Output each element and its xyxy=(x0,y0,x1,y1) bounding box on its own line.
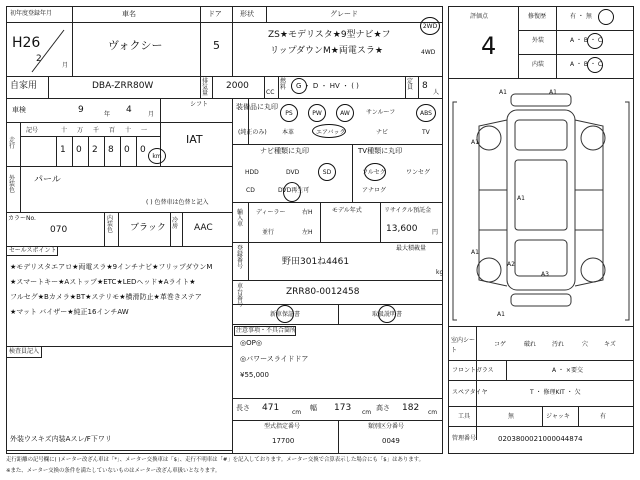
drive-4wd: 4WD xyxy=(421,49,436,56)
exterior-b-circle xyxy=(587,33,603,49)
door-value: 5 xyxy=(213,39,220,52)
mileage-place-label: 十 xyxy=(61,127,68,134)
inspector-note-label: 検査員記入 xyxy=(9,348,40,355)
interior-b-circle xyxy=(587,57,603,73)
mileage-place-label: 千 xyxy=(93,127,100,134)
navi-dvd: DVD xyxy=(286,169,300,176)
eq-ps-circle: PS xyxy=(280,104,298,122)
jack-label: ジャッキ xyxy=(546,413,570,420)
sales-point-line-2: ★スマートキー★Aストップ★ETC★LEDヘッド★Aライト★ xyxy=(10,278,196,286)
spare-tire-label: スペアタイヤ xyxy=(452,389,488,396)
max-load-label: 最大積載量 xyxy=(396,245,427,252)
management-label: 管理番号 xyxy=(452,435,477,442)
exterior-grades: A ・ B ・ C xyxy=(570,37,603,44)
equipment-label: 装備品に丸印 xyxy=(236,103,278,111)
recycle-unit: 円 xyxy=(432,229,439,236)
drive-2wd-circle: 2WD xyxy=(420,17,440,35)
navi-cd: CD xyxy=(246,187,255,194)
shift-value: IAT xyxy=(186,133,203,146)
eq-navi: ナビ xyxy=(376,129,389,136)
sheet-stain: 汚れ xyxy=(552,341,565,348)
navi-hdd: HDD xyxy=(245,169,259,176)
sheet-tear: 破れ xyxy=(524,341,537,348)
eq-sunroof: サンルーフ xyxy=(366,109,396,116)
mileage-digit: 8 xyxy=(108,145,114,155)
import-left: 左H xyxy=(302,229,313,236)
tools-label: 工具 xyxy=(458,413,471,420)
diagram-mark-1: A1 xyxy=(499,89,507,96)
chassis-value: ZRR80-0012458 xyxy=(286,287,360,297)
interior-sheet-label: 室内シート xyxy=(451,337,476,354)
recycle-label: リサイクル預託金 xyxy=(384,207,432,214)
mileage-digit: 0 xyxy=(124,145,130,155)
mileage-digit: 0 xyxy=(140,145,146,155)
diagram-mark-5: A1 xyxy=(471,249,479,256)
eq-tv: TV xyxy=(422,129,430,136)
grade-line-1: ZS★モデリスタ★9型ナビ★フ xyxy=(268,30,391,40)
manual-warranty: 新車保証書 xyxy=(270,311,301,318)
sales-point-line-3: フルセグ★Bカメラ★BT★ステリモ★横滑防止★革巻きステア xyxy=(10,293,202,301)
diagram-mark-4: A1 xyxy=(517,195,525,202)
eq-pw-circle: PW xyxy=(308,104,326,122)
tools-value: 無 xyxy=(508,413,515,420)
recycle-value: 13,600 xyxy=(386,224,418,234)
interior-color: ブラック xyxy=(130,223,166,233)
capacity-value: 8 xyxy=(422,81,428,91)
max-load-unit: kg xyxy=(436,269,444,276)
management-value: 0203800021000044874 xyxy=(498,435,583,443)
first-reg-year: H26 xyxy=(12,35,41,51)
sheet-hole: 穴 xyxy=(582,341,589,348)
tv-fullseg: フルセグ xyxy=(362,169,386,176)
ac-label: 冷房 xyxy=(172,217,179,230)
diagram-mark-2: A1 xyxy=(549,89,557,96)
notes-line-1: ◎OP◎ xyxy=(240,339,262,347)
height-value: 182 xyxy=(402,403,420,413)
mileage-digit: 0 xyxy=(76,145,82,155)
repair-label: 修復歴 xyxy=(528,13,547,20)
tv-analog: アナログ xyxy=(362,187,387,194)
diagram-mark-6: A2 xyxy=(507,261,515,268)
interior-grade-label: 内装 xyxy=(532,61,545,68)
inspection-year: 9 xyxy=(78,105,84,115)
displacement-value: 2000 xyxy=(226,81,249,91)
tv-label: TV種類に丸印 xyxy=(358,147,403,155)
mileage-place-label: 一 xyxy=(141,127,148,134)
tv-fullseg-circle xyxy=(364,163,386,181)
class-label: 類別区分番号 xyxy=(368,423,405,430)
import-parallel: 並行 xyxy=(262,229,275,236)
fuel-options: G ・ D ・ HV ・ ( ) xyxy=(296,82,359,90)
mileage-digits-label: 記号 xyxy=(26,127,39,134)
tv-oneseg: ワンセグ xyxy=(406,169,431,176)
front-glass-options: A ・ ×要交 xyxy=(552,367,583,374)
mileage-place-label: 十 xyxy=(125,127,132,134)
model-year-label: モデル年式 xyxy=(332,207,362,214)
length-value: 471 xyxy=(262,403,280,413)
eq-aw-circle: AW xyxy=(336,104,354,122)
mileage-label: 走行 xyxy=(9,137,16,150)
color-no: 070 xyxy=(50,225,68,235)
shape-label: 形状 xyxy=(240,10,254,18)
interior-color-label: 内装色 xyxy=(107,215,114,234)
car-name: ヴォクシー xyxy=(108,39,163,52)
first-reg-month-unit: 月 xyxy=(62,62,69,69)
import-dealer: ディーラー xyxy=(256,209,286,216)
first-reg-slash xyxy=(30,28,69,74)
length-unit: cm xyxy=(292,409,302,416)
navi-sd-circle: SD xyxy=(318,163,336,181)
type-label: 型式指定番号 xyxy=(264,423,301,430)
exterior-grade-label: 外装 xyxy=(532,37,545,44)
notes-label: 注意事項・不具合箇所 xyxy=(236,327,297,334)
sheet-burn: コゲ xyxy=(494,341,507,348)
door-label: ドア xyxy=(208,10,222,18)
exterior-color: パール xyxy=(34,175,61,185)
sheet-scratch: キズ xyxy=(604,341,616,348)
displacement-label: 排気量 xyxy=(202,78,209,97)
mileage-km-circle: km xyxy=(148,148,166,164)
front-glass-label: フロントガラス xyxy=(452,367,494,374)
rating-value: 4 xyxy=(481,32,497,60)
sales-points-label: セールスポイント xyxy=(9,247,57,254)
color-no-label: カラーNo. xyxy=(8,215,36,222)
diagram-mark-7: A3 xyxy=(541,271,549,278)
interior-grades: A ・ B ・ C xyxy=(570,61,603,68)
height-unit: cm xyxy=(428,409,438,416)
car-damage-diagram xyxy=(449,80,633,326)
eq-airbag-circle xyxy=(312,124,346,138)
registration-value: 野田301ね4461 xyxy=(282,257,350,267)
type-value: 17700 xyxy=(272,437,295,445)
footer-line-1: 走行距離の記号欄に( )メーター改ざん車は「*」、メーター交換車は「$」、走行不明車は「#」を記入しております。メーター交換で合算表示した場合にも「$」はあります。 xyxy=(6,457,425,463)
chassis-label: 車台番号 xyxy=(237,283,244,308)
spare-tire-options: T ・ 修理KIT ・ 欠 xyxy=(530,389,581,396)
inspection-year-unit: 年 xyxy=(104,111,111,118)
mileage-digit: 2 xyxy=(92,145,98,155)
exterior-label: 外装色 xyxy=(9,175,16,194)
manual-instructions: 取扱説明書 xyxy=(372,311,403,318)
capacity-unit: 人 xyxy=(433,89,440,96)
manual-warranty-circle xyxy=(276,305,294,323)
jack-value: 有 xyxy=(600,413,607,420)
cc-unit: CC xyxy=(266,89,275,96)
sales-point-line-1: ★モデリスタエアロ★両電スラ★9インチナビ★フリップダウンM xyxy=(10,263,213,271)
diagram-mark-8: A1 xyxy=(497,311,505,318)
first-reg-month: 2 xyxy=(36,54,42,64)
height-label: 高さ xyxy=(376,404,390,412)
shift-label: シフト xyxy=(190,101,209,108)
repair-none-circle xyxy=(598,9,614,25)
ac-value: AAC xyxy=(194,223,213,233)
sales-point-line-4: ★マット バイザー★純正16インチAW xyxy=(10,308,129,316)
inspection-month-unit: 月 xyxy=(148,111,155,118)
navi-label: ナビ種類に丸印 xyxy=(260,147,309,155)
manual-instructions-circle xyxy=(378,305,396,323)
first-reg-label: 初年度登録年月 xyxy=(10,10,53,17)
capacity-label: 定員 xyxy=(407,78,414,91)
registration-label: 登録番号 xyxy=(237,245,244,270)
rating-label: 評価点 xyxy=(470,13,489,20)
width-unit: cm xyxy=(362,409,372,416)
navi-dvd-play: DVD再生可 xyxy=(278,187,310,194)
fuel-label: 燃料 xyxy=(280,78,287,91)
usage: 自家用 xyxy=(10,81,38,91)
mileage-digit: 1 xyxy=(60,145,66,155)
inspection-month: 4 xyxy=(126,105,132,115)
repair-options: 有 ・ 無 xyxy=(570,13,592,20)
width-label: 幅 xyxy=(310,404,317,412)
grade-line-2: リップダウンM★両電スラ★ xyxy=(270,46,383,56)
width-value: 173 xyxy=(334,403,352,413)
inspection-label: 車検 xyxy=(12,106,26,114)
fuel-g-circle xyxy=(291,78,307,94)
eq-abs-circle: ABS xyxy=(416,104,436,122)
model-code: DBA-ZRR80W xyxy=(92,81,154,91)
footer-line-2: ※また、メーター交換の条件を満たしていないものはメーター改ざん車扱いとなります。 xyxy=(6,468,221,474)
grade-label: グレード xyxy=(330,10,358,18)
notes-line-2: ◎パワースライドドア xyxy=(240,355,309,363)
length-label: 長さ xyxy=(236,404,250,412)
diagram-mark-3: A1 xyxy=(471,139,479,146)
navi-dvd-play-circle xyxy=(283,182,301,202)
eq-airbag: エアバック xyxy=(316,129,346,136)
mileage-place-label: 百 xyxy=(109,127,116,134)
notes-line-3: ¥55,000 xyxy=(240,371,269,379)
mileage-place-label: 万 xyxy=(77,127,84,134)
inspector-note-text: 外装ウスキズ内装Aスレ/F下ワリ xyxy=(10,435,112,443)
class-value: 0049 xyxy=(382,437,400,445)
exterior-note: ( ) 色替車は色替と記入 xyxy=(146,199,209,206)
eq-leather: 本革 xyxy=(282,129,295,136)
import-label: 輸入車 xyxy=(237,209,244,228)
car-name-label: 車名 xyxy=(122,10,136,18)
import-right: 右H xyxy=(302,209,313,216)
equipment-sub: (純正のみ) xyxy=(238,129,267,136)
